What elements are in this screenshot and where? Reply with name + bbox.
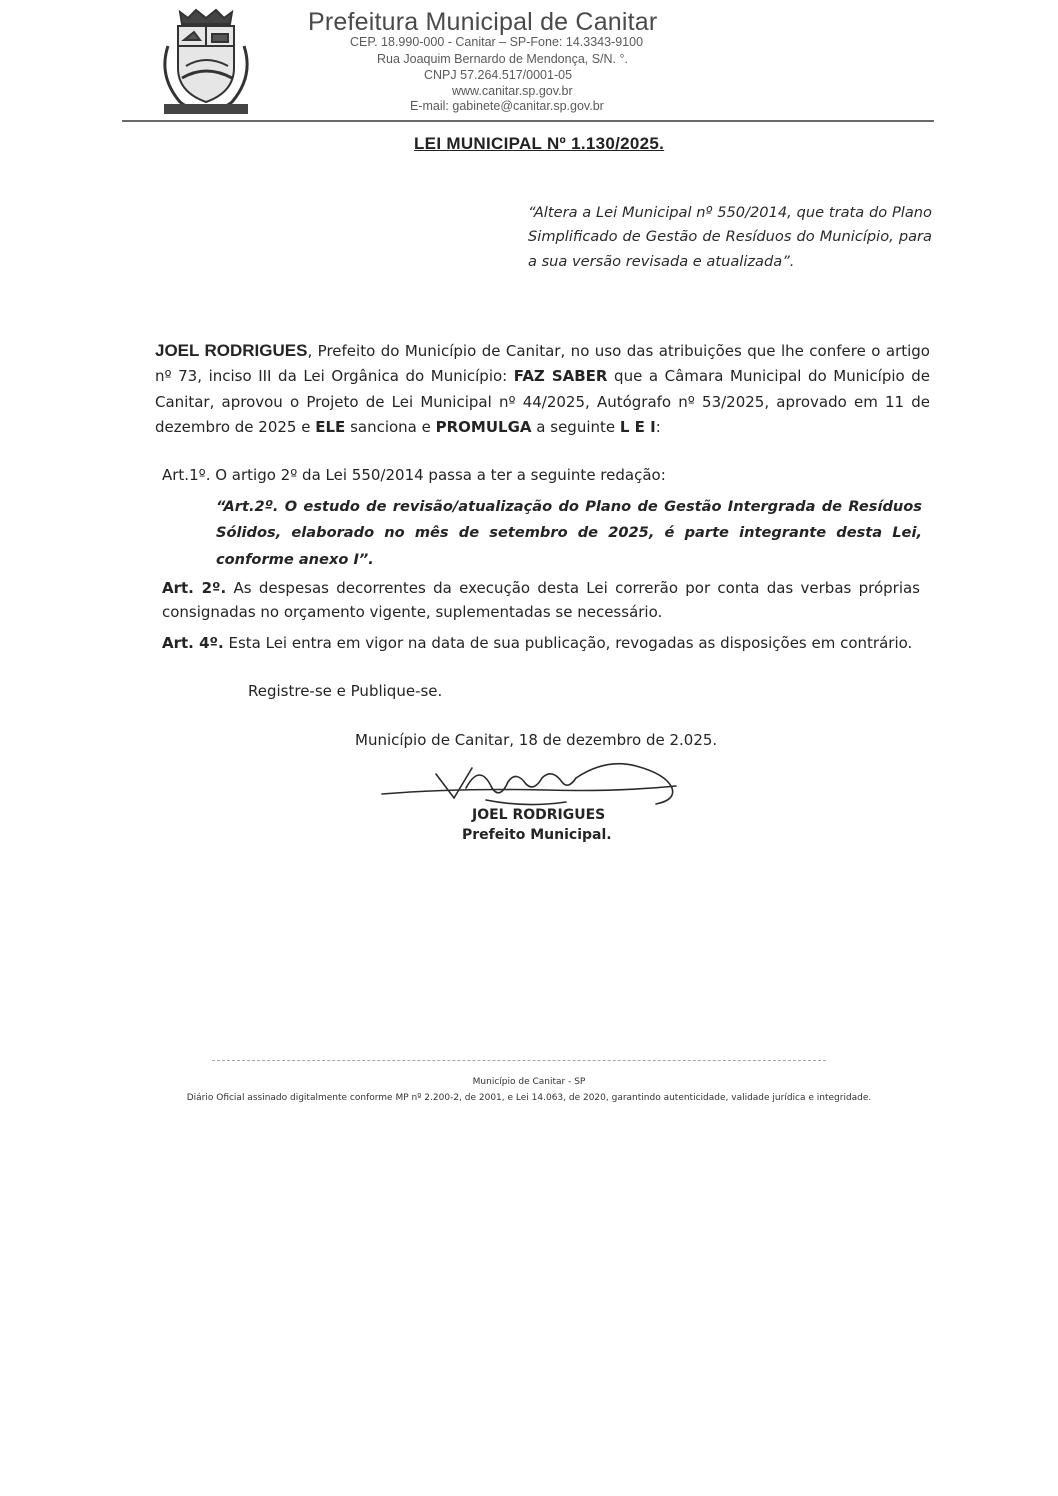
law-title: LEI MUNICIPAL Nº 1.130/2025. [414, 134, 665, 153]
article-2-text: As despesas decorrentes da execução desta Lei correrão por conta das verbas próprias consignadas no orçamento vigente, suplementadas se necessário. [162, 579, 920, 622]
mayor-name: JOEL RODRIGUES [155, 341, 308, 360]
preamble [155, 338, 930, 440]
article-1-quote: “Art.2º. O estudo de revisão/atualização do Plano de Gestão Intergrada de Resíduos Sólidos, elaborado no mês de setembro de 2025, é parte integrante desta Lei, conforme anexo I”. [216, 498, 922, 568]
signer-name: JOEL RODRIGUES [472, 807, 606, 823]
article-1: Art.1º. O artigo 2º da Lei 550/2014 passa a ter a seguinte redação: [162, 466, 666, 484]
footer-digital-signature-note: Diário Oficial assinado digitalmente conforme MP nº 2.200-2, de 2001, e Lei 14.063, de 2020, garantindo autenticidade, validade jurídica e integridade. [186, 1093, 872, 1103]
header-title: Prefeitura Municipal de Canitar [308, 8, 658, 36]
ele-keyword: ELE [315, 417, 346, 436]
promulga-keyword: PROMULGA [435, 417, 532, 436]
municipal-coat-of-arms-icon [150, 6, 262, 118]
header-address: Rua Joaquim Bernardo de Mendonça, S/N. °. [377, 52, 628, 66]
preamble-text-3: sanciona e [345, 417, 436, 436]
article-2-label: Art. 2º. [162, 579, 227, 597]
article-2 [162, 576, 920, 625]
ementa: “Altera a Lei Municipal nº 550/2014, que trata do Plano Simplificado de Gestão de Resíduos do Município, para a sua versão revisada e atualizada”. [528, 204, 932, 270]
article-4-text: Esta Lei entra em vigor na data de sua publicação, revogadas as disposições em contrário. [223, 634, 913, 652]
article-4 [162, 631, 920, 655]
place-and-date: Município de Canitar, 18 de dezembro de 2.025. [355, 731, 718, 749]
header-cnpj: CNPJ 57.264.517/0001-05 [424, 68, 573, 82]
footer-city: Município de Canitar - SP [472, 1077, 586, 1087]
letterhead [150, 6, 910, 121]
preamble-text-4: a seguinte [531, 417, 620, 436]
lei-keyword: L E I [619, 417, 656, 436]
registre-publique: Registre-se e Publique-se. [248, 682, 443, 700]
header-cep-phone: CEP. 18.990-000 - Canitar – SP-Fone: 14.3343-9100 [350, 35, 644, 49]
preamble-text-5: : [655, 417, 661, 436]
faz-saber: FAZ SABER [513, 367, 608, 386]
header-divider [122, 120, 934, 122]
preamble-text-2: que a Câmara Municipal do Município de Canitar, aprovou o Projeto de Lei Municipal nº 44/2025, Autógrafo nº 53/2025, aprovado em 11 de dezembro de 2025 e [155, 367, 931, 436]
article-4-label: Art. 4º. [162, 634, 224, 652]
signer-role: Prefeito Municipal. [462, 827, 612, 843]
footer-divider [212, 1060, 826, 1061]
preamble-text-1: , Prefeito do Município de Canitar, no uso das atribuições que lhe confere o artigo nº 73, inciso III da Lei Orgânica do Município: [155, 342, 930, 386]
header-email: E-mail: gabinete@canitar.sp.gov.br [410, 99, 604, 113]
header-website: www.canitar.sp.gov.br [452, 84, 573, 98]
